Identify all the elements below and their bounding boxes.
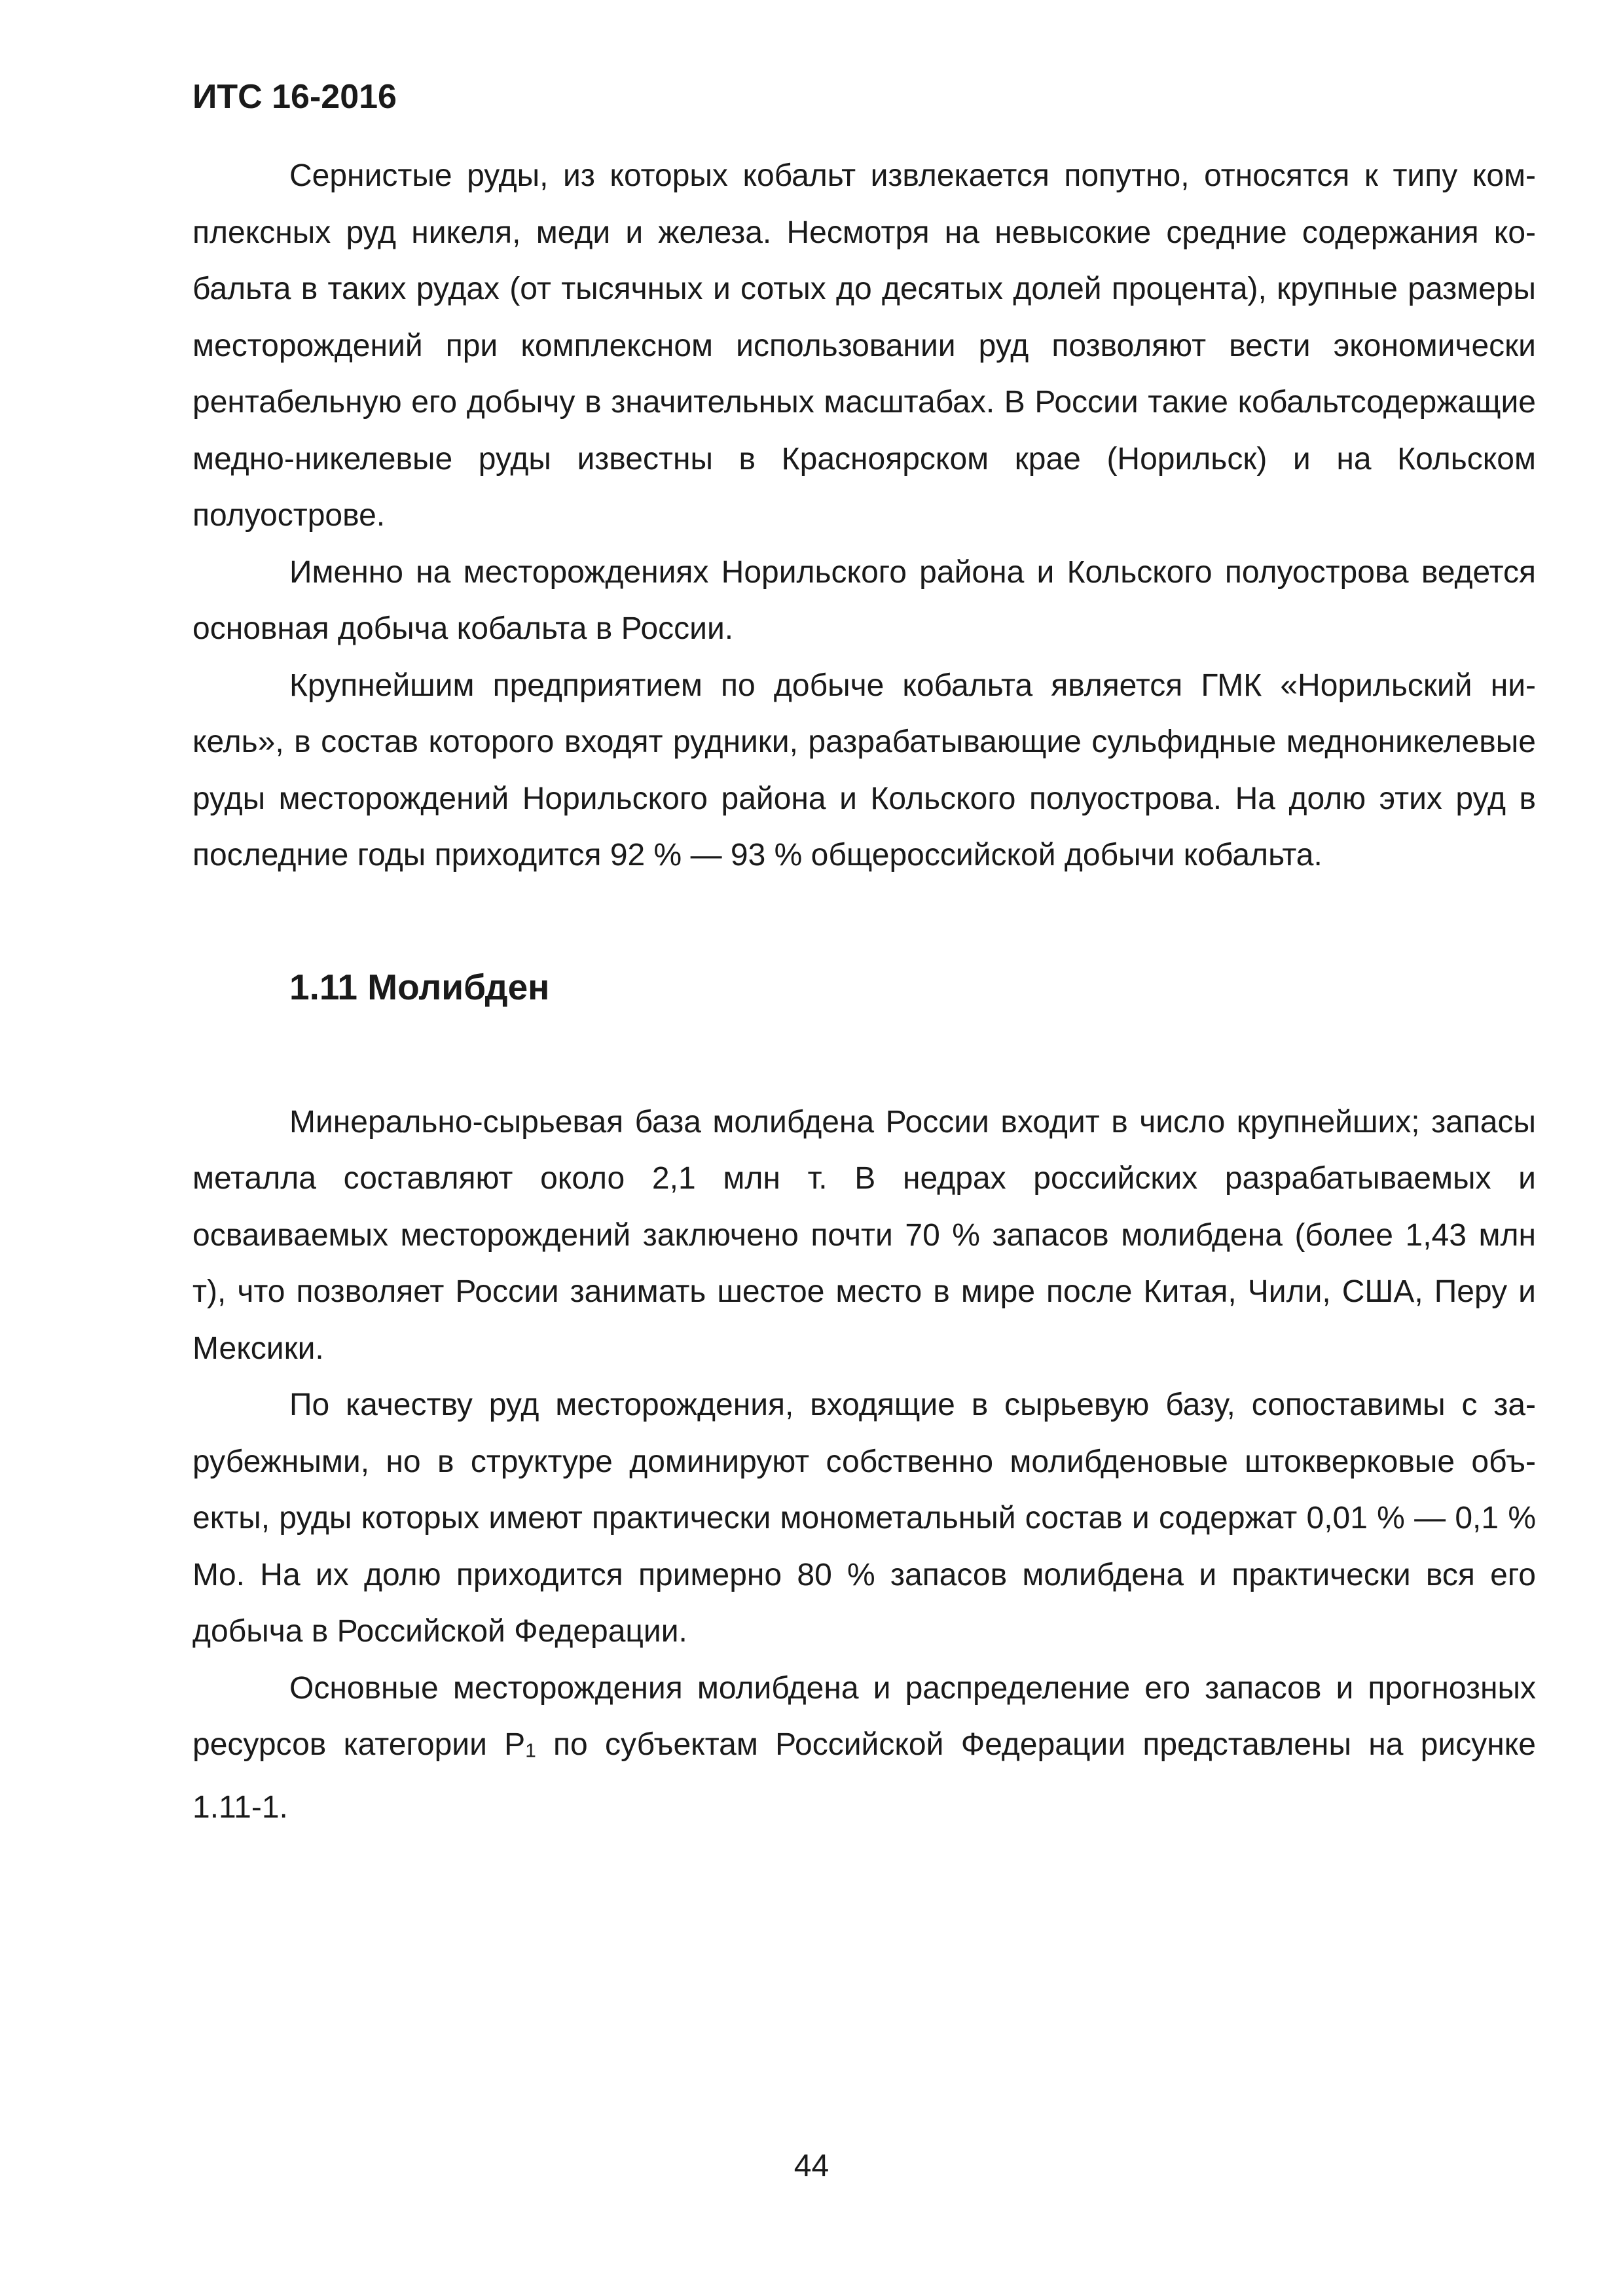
paragraph-molybdenum-ore-quality: По качеству руд месторождения, входящие в сырьевую базу, сопоставимы с зарубежными, но в структуре доминируют собственно молибденовые штокверковые объекты, руды которых имеют практически монометальный состав и содержат 0,01 % — 0,1 % Mo. На их долю приходится примерно 80 % запасов молибдена и практически вся его добыча в Российской Федерации.	[192, 1388, 1536, 1649]
figure-reference-text-start: Основные месторождения молибдена и распределение его запасов и прогнозных ресурсов категории P	[192, 1670, 1536, 1762]
paragraph-molybdenum-figure-reference	[192, 1660, 1536, 1837]
resource-category-subscript: 1	[525, 1740, 536, 1762]
page-number: 44	[793, 2149, 830, 2183]
document-code: ИТС 16-2016	[192, 78, 397, 116]
page-body	[192, 148, 1536, 1837]
figure-reference-text-end: по субъектам Российской Федерации представлены на рисунке 1.11-1.	[192, 1727, 1536, 1825]
section-heading-molybdenum: 1.11 Молибден	[289, 966, 550, 1007]
paragraph-molybdenum-reserves: Минерально-сырьевая база молибдена России входит в число крупнейших; запасы металла составляют около 2,1 млн т. В недрах российских разрабатываемых и осваиваемых месторождений заключено почти 70 % запасов молибдена (более 1,43 млн т), что позволяет России занимать шестое место в мире после Китая, Чили, США, Перу и Мексики.	[192, 1104, 1536, 1366]
paragraph-cobalt-mining-regions: Именно на месторождениях Норильского района и Кольского полуострова ведется основная добыча кобальта в России.	[192, 554, 1536, 646]
paragraph-norilsk-nickel: Крупнейшим предприятием по добыче кобальта является ГМК «Норильский никель», в состав которого входят рудники, разрабатывающие сульфидные медноникелевые руды месторождений Норильского района и Кольского полуострова. На долю этих руд в последние годы приходится 92 % — 93 % общероссийской добычи кобальта.	[192, 668, 1536, 872]
paragraph-cobalt-ores: Сернистые руды, из которых кобальт извлекается попутно, относятся к типу комплексных руд никеля, меди и железа. Несмотря на невысокие средние содержания кобальта в таких рудах (от тысячных и сотых до десятых долей процента), крупные размеры месторождений при комплексном использовании руд позволяют вести экономически рентабельную его добычу в значительных масштабах. В России такие кобальтсодержащие медно-никелевые руды известны в Красноярском крае (Норильск) и на Кольском полуострове.	[192, 158, 1536, 533]
